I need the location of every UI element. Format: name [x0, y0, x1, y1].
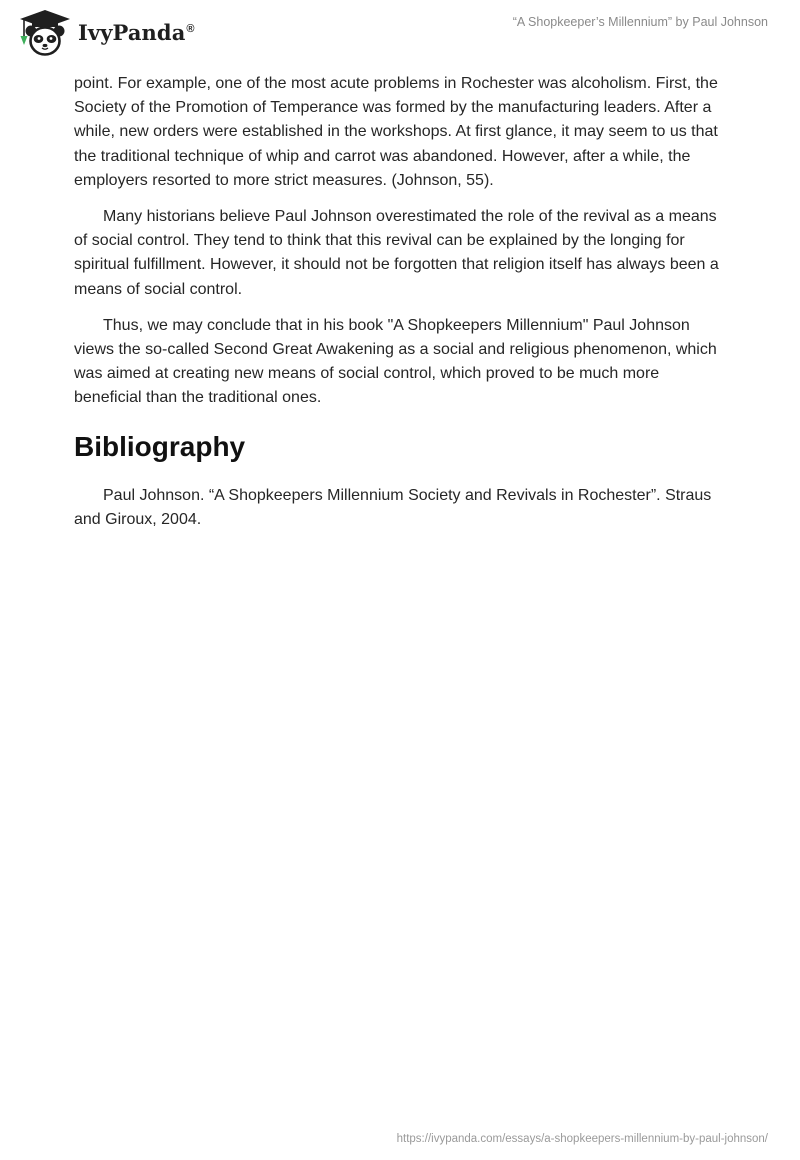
- body-paragraph: point. For example, one of the most acute problems in Rochester was alcoholism. First, the Society of the Promotion of Temperance was formed by the manufacturing leaders. After a while, new orders were established in the workshops. At first glance, it may seem to us that the traditional technique of whip and carrot was abandoned. However, after a while, the employers resorted to more strict measures. (Johnson, 55).: [74, 75, 718, 189]
- registered-mark: ®: [186, 22, 195, 35]
- body-paragraph: Many historians believe Paul Johnson overestimated the role of the revival as a means of social control. They tend to think that this revival can be explained by the longing for spiritual fulfillment. However, it should not be forgotten that religion itself has always been a means of social control.: [74, 208, 719, 298]
- body-paragraph: Thus, we may conclude that in his book "A Shopkeepers Millennium" Paul Johnson views the so-called Second Great Awakening as a social and religious phenomenon, which was aimed at creating new means of social control, which proved to be much more beneficial than the traditional ones.: [74, 316, 717, 407]
- document-title: “A Shopkeeper’s Millennium” by Paul Johnson: [512, 15, 768, 29]
- bibliography-entry: Paul Johnson. “A Shopkeepers Millennium Society and Revivals in Rochester”. Straus and Giroux, 2004.: [74, 486, 712, 528]
- brand-name: IvyPanda®: [78, 19, 195, 45]
- panda-graduate-icon: [16, 8, 74, 58]
- essay-content: [74, 72, 724, 544]
- page-header: [0, 0, 800, 66]
- source-url-link[interactable]: https://ivypanda.com/essays/a-shopkeepers-millennium-by-paul-johnson/: [396, 1133, 768, 1145]
- bibliography-heading: Bibliography: [74, 430, 246, 462]
- brand-logo[interactable]: [16, 8, 195, 58]
